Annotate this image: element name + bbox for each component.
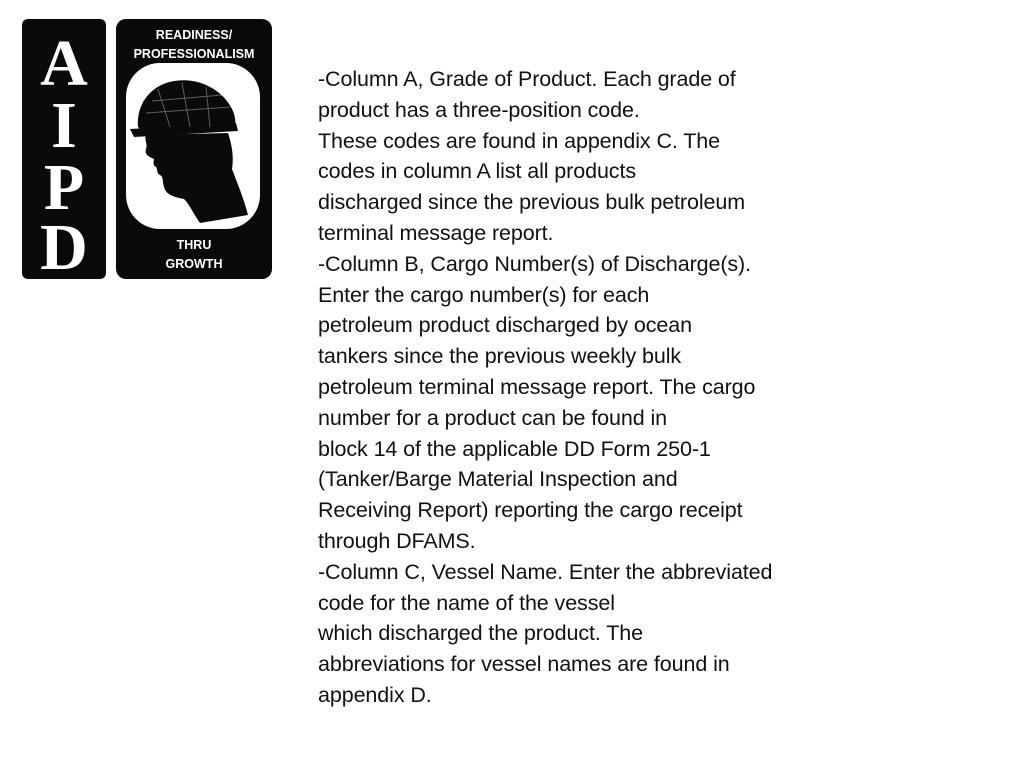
- text-line: terminal message report.: [318, 220, 554, 245]
- text-line: number for a product can be found in: [318, 405, 667, 430]
- text-line: which discharged the product. The: [318, 621, 643, 646]
- logo-top-text-2: PROFESSIONALISM: [133, 47, 255, 61]
- text-line: discharged since the previous bulk petroleum: [318, 190, 746, 215]
- text-line: petroleum product discharged by ocean: [318, 313, 692, 338]
- text-line: abbreviations for vessel names are found in: [318, 652, 730, 677]
- text-line: appendix D.: [318, 682, 432, 707]
- logo-bottom-text-1: THRU: [176, 238, 212, 252]
- text-line: petroleum terminal message report. The cargo: [318, 374, 756, 399]
- aipd-logo: [22, 19, 272, 279]
- text-line: code for the name of the vessel: [318, 590, 615, 615]
- text-line: (Tanker/Barge Material Inspection and: [318, 467, 678, 492]
- text-line: codes in column A list all products: [318, 159, 636, 184]
- logo-bottom-text-2: GROWTH: [165, 257, 223, 271]
- text-line: through DFAMS.: [318, 528, 476, 553]
- text-line: -Column B, Cargo Number(s) of Discharge(s).: [318, 251, 751, 276]
- text-line: Enter the cargo number(s) for each: [318, 282, 650, 307]
- logo-letter-d: D: [40, 211, 88, 279]
- text-line: -Column C, Vessel Name. Enter the abbreviated: [318, 559, 773, 584]
- document-body-text: [318, 64, 818, 711]
- text-line: -Column A, Grade of Product. Each grade of: [318, 67, 736, 91]
- logo-letter-p: P: [43, 151, 85, 224]
- logo-letter-a: A: [40, 27, 88, 100]
- text-line: product has a three-position code.: [318, 97, 640, 122]
- logo-top-text-1: READINESS/: [155, 28, 233, 42]
- text-line: tankers since the previous weekly bulk: [318, 344, 682, 369]
- text-line: These codes are found in appendix C. The: [318, 128, 720, 153]
- text-line: block 14 of the applicable DD Form 250-1: [318, 436, 711, 461]
- logo-letter-i: I: [51, 89, 77, 162]
- text-line: Receiving Report) reporting the cargo receipt: [318, 498, 743, 523]
- aipd-logo-graphic: [22, 19, 272, 279]
